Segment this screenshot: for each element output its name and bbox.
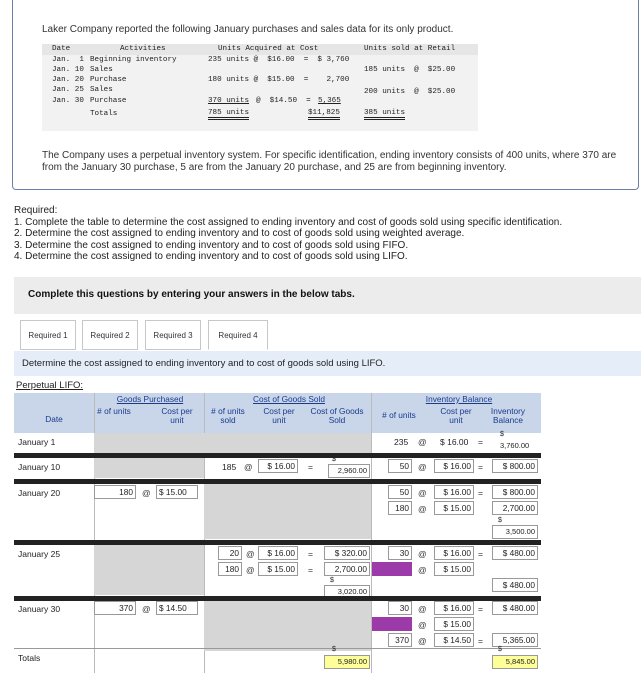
ledger-row-activity: Purchase	[90, 97, 127, 105]
intro-text: Laker Company reported the following January purchases and sales data for its only product.	[42, 24, 454, 35]
ledger-header-acquired: Units Acquired at Cost	[218, 45, 319, 53]
balance-units-input-highlighted[interactable]	[372, 562, 412, 576]
tab-required-2[interactable]: Required 2	[82, 320, 138, 350]
ledger-row-date: Jan. 10	[52, 66, 84, 74]
sold-total-input[interactable]: $ 320.00	[324, 546, 370, 560]
col-divider	[371, 393, 372, 673]
eq-symbol: =	[478, 437, 483, 447]
ledger-header-activities: Activities	[120, 45, 166, 53]
balance-total-input[interactable]: 2,700.00	[492, 501, 538, 515]
balance-cost-input[interactable]: $ 16.00	[434, 459, 474, 473]
ledger-header-date: Date	[52, 45, 71, 53]
col-sold-units: # of units sold	[211, 406, 245, 425]
balance-cost-input[interactable]: $ 15.00	[434, 562, 474, 576]
at-symbol: @	[418, 437, 427, 447]
ledger-row-activity: Beginning inventory	[90, 56, 177, 64]
sold-units-input[interactable]: 20	[218, 546, 242, 560]
tab-required-1[interactable]: Required 1	[20, 320, 76, 350]
at-symbol: @	[244, 462, 253, 472]
ledger-row-acquired-rest: @ $14.50 =	[256, 97, 311, 105]
balance-units-input[interactable]: 30	[388, 546, 412, 560]
sold-cost-input[interactable]: $ 16.00	[258, 459, 298, 473]
row-label: January 30	[18, 604, 61, 614]
problem-paragraph: The Company uses a perpetual inventory system. For specific identification, ending inventory consists of 400 units, where 370 are from the January 30 purchase, 5 are from the January 20 purchase, and 25 are from beginning inventory.	[42, 150, 617, 173]
eq-symbol: =	[308, 462, 313, 472]
balance-cost-input[interactable]: $ 16.00	[434, 546, 474, 560]
tab-instruction: Determine the cost assigned to ending inventory and to cost of goods sold using LIFO.	[14, 351, 641, 376]
required-list	[14, 205, 562, 263]
row-gray	[94, 458, 204, 478]
balance-total-input[interactable]: 5,365.00	[492, 633, 538, 647]
row-label: Totals	[18, 653, 41, 663]
tab-required-3[interactable]: Required 3	[145, 320, 201, 350]
eq-symbol: =	[478, 604, 483, 614]
at-symbol: @	[418, 604, 427, 614]
col-balance-units: # of units	[382, 410, 416, 420]
balance-cost-input[interactable]: $ 16.00	[434, 601, 474, 615]
ledger-totals-units: 785 units	[208, 109, 249, 120]
purchased-units-input[interactable]: 180	[94, 485, 136, 499]
balance-sum-input[interactable]: $ 480.00	[492, 578, 538, 592]
at-symbol: @	[246, 549, 255, 559]
at-symbol: @	[418, 462, 427, 472]
ledger-row-date: Jan. 25	[52, 86, 84, 94]
ledger-row-sold: 185 units @ $25.00	[364, 66, 456, 74]
ledger-row-date: Jan. 1	[52, 56, 84, 64]
instructions-banner: Complete this questions by entering your answers in the below tabs.	[14, 277, 641, 314]
total-cogs-input[interactable]: 5,980.00	[324, 655, 370, 669]
required-item: 2. Determine the cost assigned to ending inventory and to cost of goods sold using weighted average.	[14, 228, 465, 239]
required-item: 3. Determine the cost assigned to ending inventory and to cost of goods sold using FIFO.	[14, 239, 409, 251]
balance-cost: $ 16.00	[440, 437, 469, 447]
col-purchased-cost: Cost per unit	[161, 406, 193, 425]
balance-sum-symbol: $	[498, 517, 502, 524]
lifo-table	[14, 393, 541, 673]
balance-total-symbol: $	[500, 431, 504, 438]
balance-units-input[interactable]: 180	[388, 501, 412, 515]
at-symbol: @	[418, 488, 427, 498]
col-purchased-units: # of units	[97, 406, 131, 416]
total-inventory-input[interactable]: 5,845.00	[492, 655, 538, 669]
row-gray	[204, 601, 371, 651]
required-item: 4. Determine the cost assigned to ending inventory and to cost of goods sold using LIFO.	[14, 251, 408, 262]
row-gray	[94, 433, 371, 453]
eq-symbol: =	[478, 462, 483, 472]
row-label: January 25	[18, 549, 61, 559]
sold-total-symbol: $	[332, 456, 336, 463]
tab-required-4[interactable]: Required 4	[208, 320, 268, 350]
sold-total-input[interactable]: 2,960.00	[328, 464, 370, 478]
sold-total-input[interactable]: 2,700.00	[324, 562, 370, 576]
sold-cost-input[interactable]: $ 15.00	[258, 562, 298, 576]
balance-total: 3,760.00	[500, 441, 530, 450]
col-balance-cost: Cost per unit	[440, 406, 472, 425]
sold-units-input[interactable]: 180	[218, 562, 242, 576]
purchased-cost-input[interactable]: $ 15.00	[156, 485, 198, 499]
at-symbol: @	[418, 565, 427, 575]
required-item: 1. Complete the table to determine the cost assigned to ending inventory and cost of goods sold using specific identification.	[14, 216, 563, 228]
balance-units-input[interactable]: 30	[388, 601, 412, 615]
balance-total-input[interactable]: $ 480.00	[492, 546, 538, 560]
ledger-row-acquired: 235 units @ $16.00 = $ 3,760	[208, 56, 350, 64]
balance-total-input[interactable]: $ 480.00	[492, 601, 538, 615]
purchased-cost-input[interactable]: $ 14.50	[156, 601, 198, 615]
row-label: January 10	[18, 462, 61, 472]
ledger-row-date: Jan. 20	[52, 76, 84, 84]
ledger-header-sold: Units sold at Retail	[364, 45, 456, 53]
eq-symbol: =	[308, 549, 313, 559]
group-inventory-balance: Inventory Balance	[425, 394, 493, 404]
at-symbol: @	[418, 636, 427, 646]
row-separator	[14, 648, 541, 649]
row-gray	[94, 545, 204, 595]
balance-sum-input[interactable]: 3,500.00	[492, 525, 538, 539]
ledger-row-sold: 200 units @ $25.00	[364, 88, 456, 96]
balance-total-input[interactable]: $ 800.00	[492, 459, 538, 473]
table-title: Perpetual LIFO:	[16, 380, 84, 391]
ledger-totals-label: Totals	[90, 110, 118, 118]
at-symbol: @	[418, 549, 427, 559]
balance-units-input[interactable]: 50	[388, 459, 412, 473]
row-gray	[204, 484, 371, 539]
balance-cost-input[interactable]: $ 14.50	[434, 633, 474, 647]
balance-cost-input[interactable]: $ 15.00	[434, 501, 474, 515]
group-cost-of-goods-sold: Cost of Goods Sold	[253, 394, 325, 404]
col-sold-total: Cost of Goods Sold	[310, 406, 364, 425]
eq-symbol: =	[308, 565, 313, 575]
balance-units-input-highlighted[interactable]	[372, 617, 412, 631]
ledger-row-activity: Purchase	[90, 76, 127, 84]
at-symbol: @	[142, 488, 151, 498]
at-symbol: @	[418, 620, 427, 630]
balance-total-input[interactable]: $ 800.00	[492, 485, 538, 499]
sold-sum-input[interactable]: 3,020.00	[324, 585, 370, 599]
ledger-row-acquired-units: 370 units	[208, 97, 250, 105]
sold-sum-symbol: $	[330, 577, 334, 584]
ledger-row-acquired-total: 5,365	[318, 97, 341, 105]
eq-symbol: =	[478, 549, 483, 559]
balance-units-input[interactable]: 50	[388, 485, 412, 499]
balance-cost-input[interactable]: $ 16.00	[434, 485, 474, 499]
at-symbol: @	[246, 565, 255, 575]
balance-cost-input[interactable]: $ 15.00	[434, 617, 474, 631]
group-goods-purchased: Goods Purchased	[116, 394, 184, 404]
balance-total-symbol: $	[498, 646, 502, 653]
ledger-row-activity: Sales	[90, 86, 113, 94]
eq-symbol: =	[478, 636, 483, 646]
at-symbol: @	[142, 604, 151, 614]
ledger-totals-cost: $11,825	[308, 109, 340, 120]
ledger-totals-sold: 385 units	[364, 109, 405, 120]
ledger-row-activity: Sales	[90, 66, 113, 74]
sold-units: 185	[222, 462, 237, 472]
ledger-row-acquired: 180 units @ $15.00 = 2,700	[208, 76, 350, 84]
required-title: Required:	[14, 205, 58, 216]
col-balance-total: Inventory Balance	[490, 406, 526, 425]
at-symbol: @	[418, 504, 427, 514]
sold-total-symbol: $	[332, 646, 336, 653]
ledger-row-date: Jan. 30	[52, 97, 84, 105]
col-date: Date	[45, 414, 63, 424]
col-sold-cost: Cost per unit	[263, 406, 295, 425]
sold-cost-input[interactable]: $ 16.00	[258, 546, 298, 560]
row-label: January 1	[18, 437, 56, 447]
eq-symbol: =	[478, 488, 483, 498]
balance-units: 235	[394, 437, 409, 447]
row-label: January 20	[18, 488, 61, 498]
purchased-units-input[interactable]: 370	[94, 601, 136, 615]
balance-units-input[interactable]: 370	[388, 633, 412, 647]
